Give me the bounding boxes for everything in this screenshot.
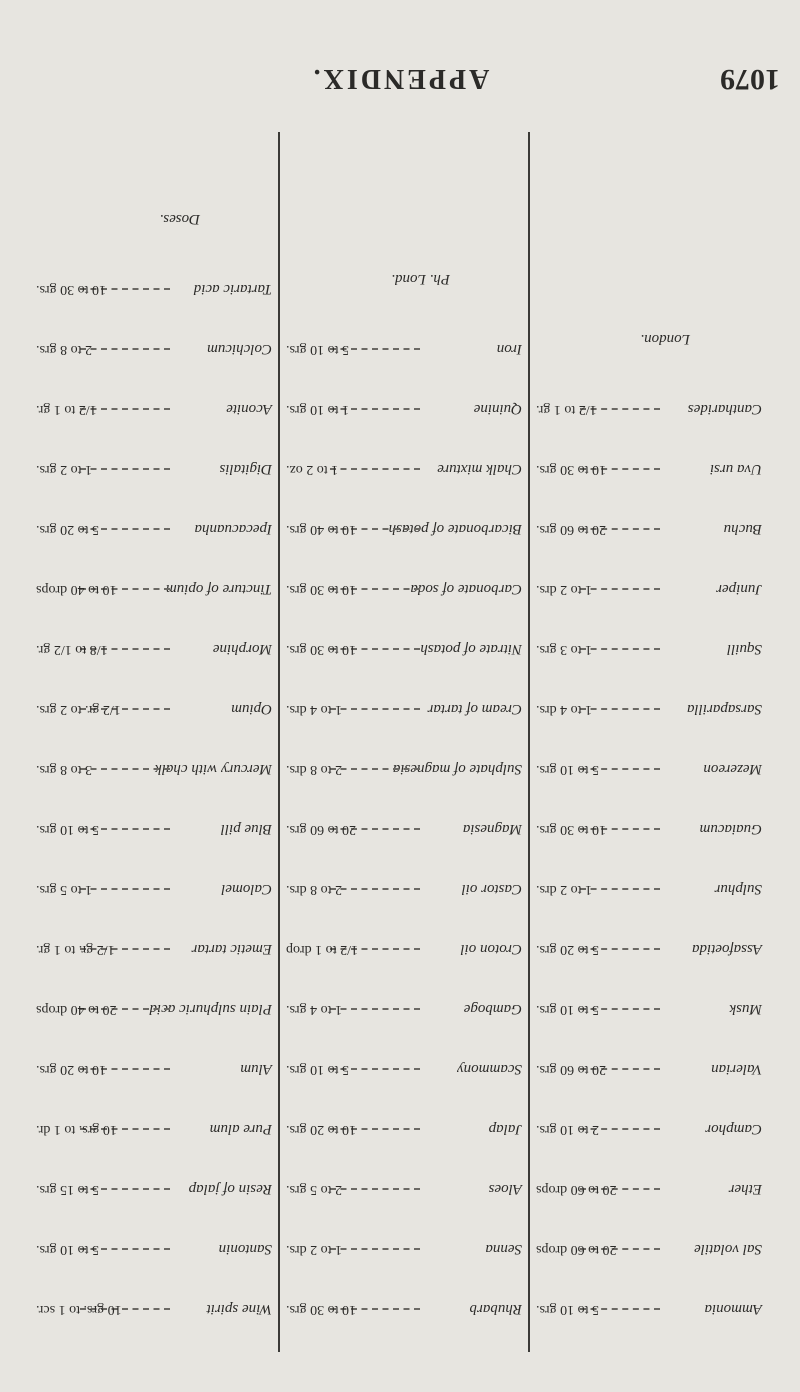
drug-name: Squill	[726, 641, 762, 657]
dose-value: 10 grs. to 1 scr.	[36, 1302, 122, 1317]
drug-name: Ipecacuanha	[194, 521, 272, 537]
leader-dots	[330, 1188, 420, 1190]
dose-row	[530, 516, 770, 542]
drug-name: Pure alum	[209, 1121, 272, 1137]
drug-name: Plain sulphuric acid	[149, 1001, 272, 1017]
drug-name: Buchu	[723, 521, 762, 537]
dose-value: 3 to 8 grs.	[36, 762, 92, 777]
drug-name: Quinine	[473, 401, 522, 417]
dose-value: 1/2 gr. to 2 grs.	[36, 702, 121, 717]
dose-value: 10 to 40 drops	[36, 582, 117, 597]
drug-name: Assafoetida	[692, 941, 762, 957]
dose-row	[30, 516, 280, 542]
dose-row	[30, 636, 280, 662]
drug-name: Emetic tartar	[191, 941, 272, 957]
drug-name: Jalap	[488, 1121, 522, 1137]
dose-row	[280, 516, 530, 542]
dose-row	[30, 576, 280, 602]
dose-value: 20 to 60 drops	[536, 1182, 617, 1197]
drug-name: Ammonia	[704, 1301, 762, 1317]
dose-row	[30, 996, 280, 1022]
leader-dots	[80, 468, 170, 470]
drug-name: Carbonate of soda	[410, 581, 522, 597]
dose-row	[280, 696, 530, 722]
dose-row	[530, 876, 770, 902]
drug-name: Musk	[729, 1001, 762, 1017]
dose-row	[530, 456, 770, 482]
dose-value: 5 to 10 grs.	[286, 1062, 349, 1077]
dose-value: 5 to 10 grs.	[36, 822, 99, 837]
leader-dots	[580, 588, 660, 590]
page-title: APPENDIX.	[310, 63, 490, 94]
drug-name: Blue pill	[220, 821, 272, 837]
dose-row	[30, 936, 280, 962]
dose-row	[280, 996, 530, 1022]
leader-dots	[330, 1248, 420, 1250]
dose-value: 1/2 to 1 gr.	[36, 402, 97, 417]
drug-name: Magnesia	[462, 821, 522, 837]
leader-dots	[330, 1008, 420, 1010]
drug-name: Digitalis	[219, 461, 272, 477]
drug-name: Tincture of opium	[165, 581, 272, 597]
dose-value: 1/2 to 1 drop	[286, 942, 358, 957]
dose-row	[530, 996, 770, 1022]
dose-value: 1 to 3 grs.	[536, 642, 592, 657]
dose-row	[280, 1176, 530, 1202]
drug-name: Camphor	[705, 1121, 762, 1137]
dose-row	[530, 636, 770, 662]
dose-row	[530, 1116, 770, 1142]
drug-name: Sarsaparilla	[686, 701, 762, 717]
drug-name: Aloes	[488, 1181, 522, 1197]
leader-dots	[580, 708, 660, 710]
dose-value: 2 to 8 drs.	[286, 882, 342, 897]
dose-row	[530, 816, 770, 842]
dose-row	[280, 636, 530, 662]
drug-name: Cream of tartar	[427, 701, 522, 717]
dose-value: 5 to 15 grs.	[36, 1182, 99, 1197]
dose-value: 20 to 60 grs.	[536, 1062, 606, 1077]
drug-name: Sulphate of magnesia	[392, 761, 522, 777]
dose-value: 1 to 2 grs.	[36, 462, 92, 477]
dose-value: 1 to 2 oz.	[286, 462, 339, 477]
dose-value: 2 to 5 grs.	[286, 1182, 342, 1197]
leader-dots	[80, 888, 170, 890]
leader-dots	[80, 768, 170, 770]
column-footer	[30, 206, 280, 232]
drug-name: Tartaric acid	[193, 281, 272, 297]
dose-value: 5 to 10 grs.	[536, 1302, 599, 1317]
dose-value: 5 to 20 grs.	[36, 522, 99, 537]
drug-name: Croton oil	[460, 941, 522, 957]
drug-name: Castor oil	[461, 881, 522, 897]
dose-row	[280, 336, 530, 362]
dose-value: 10 to 30 grs.	[286, 582, 356, 597]
dose-value: 1 to 10 grs.	[286, 402, 349, 417]
drug-name: Mezereon	[703, 761, 762, 777]
drug-name: Colchicum	[207, 341, 272, 357]
dose-row	[280, 576, 530, 602]
dose-value: 1/2 to 1 gr.	[536, 402, 597, 417]
drug-name: Bicarbonate of potash	[388, 521, 522, 537]
column-footer	[280, 266, 530, 292]
dose-row	[530, 396, 770, 422]
dose-value: 10 grs. to 1 dr.	[36, 1122, 117, 1137]
dose-row	[530, 1056, 770, 1082]
dose-row	[280, 816, 530, 842]
dose-row	[30, 1296, 280, 1322]
drug-name: Guaiacum	[699, 821, 762, 837]
dose-row	[30, 1176, 280, 1202]
dose-value: 2 to 8 drs.	[286, 762, 342, 777]
dose-row	[30, 1116, 280, 1142]
drug-name: Alum	[240, 1061, 272, 1077]
dose-row	[280, 1056, 530, 1082]
dose-row	[30, 396, 280, 422]
dose-row	[530, 1296, 770, 1322]
dose-value: 2 to 8 grs.	[36, 342, 92, 357]
dose-row	[280, 1116, 530, 1142]
leader-dots	[580, 888, 660, 890]
dose-value: 1/2 gr. to 1 gr.	[36, 942, 115, 957]
dose-row	[280, 1296, 530, 1322]
dose-value: 10 to 20 grs.	[36, 1062, 106, 1077]
drug-name: Rhubarb	[469, 1301, 522, 1317]
drug-name: Gamboge	[463, 1001, 522, 1017]
dose-value: 10 to 20 grs.	[286, 1122, 356, 1137]
drug-name: Resin of jalap	[188, 1181, 272, 1197]
dose-row	[30, 276, 280, 302]
dose-row	[530, 696, 770, 722]
leader-dots	[80, 348, 170, 350]
dose-row	[30, 756, 280, 782]
drug-name: Cantharides	[687, 401, 762, 417]
dose-value: 5 to 20 grs.	[536, 942, 599, 957]
dose-value: 5 to 10 grs.	[36, 1242, 99, 1257]
dose-column-2	[280, 122, 530, 1362]
dose-value: 1 to 4 drs.	[536, 702, 592, 717]
dose-row	[280, 1236, 530, 1262]
dose-row	[280, 456, 530, 482]
dose-value: 1 to 2 drs.	[536, 582, 592, 597]
page-number: 1079	[720, 63, 780, 96]
dose-row	[30, 336, 280, 362]
dose-row	[280, 876, 530, 902]
dose-value: 20 to 40 drops	[36, 1002, 117, 1017]
drug-name: Morphine	[212, 641, 272, 657]
drug-name: Scammony	[457, 1061, 522, 1077]
drug-name: Valerian	[711, 1061, 762, 1077]
drug-name: Calomel	[221, 881, 272, 897]
dose-value: 20 to 60 drops	[536, 1242, 617, 1257]
dose-row	[530, 756, 770, 782]
dose-value: 1 to 2 drs.	[286, 1242, 342, 1257]
column-footer	[530, 326, 770, 352]
column-footer-text: London.	[640, 331, 690, 347]
dose-row	[280, 756, 530, 782]
dose-value: 5 to 10 grs.	[536, 762, 599, 777]
dose-value: 1 to 5 grs.	[36, 882, 92, 897]
leader-dots	[330, 708, 420, 710]
drug-name: Nitrate of potash	[420, 641, 522, 657]
dose-value: 10 to 30 grs.	[536, 462, 606, 477]
dose-value: 10 to 40 grs.	[286, 522, 356, 537]
dose-value: 20 to 60 grs.	[286, 822, 356, 837]
dose-row	[30, 816, 280, 842]
column-footer-text: Doses.	[159, 211, 200, 227]
dose-row	[30, 456, 280, 482]
dose-value: 1 to 4 drs.	[286, 702, 342, 717]
dose-value: 10 to 30 grs.	[36, 282, 106, 297]
dose-value: 5 to 10 grs.	[536, 1002, 599, 1017]
dose-value: 10 to 30 grs.	[286, 642, 356, 657]
dose-row	[30, 1056, 280, 1082]
dose-row	[30, 876, 280, 902]
drug-name: Uva ursi	[709, 461, 762, 477]
dose-value: 1 to 2 drs.	[536, 882, 592, 897]
drug-name: Ether	[728, 1181, 762, 1197]
dose-row	[280, 936, 530, 962]
leader-dots	[330, 888, 420, 890]
dose-value: 1 to 4 grs.	[286, 1002, 342, 1017]
dose-row	[280, 396, 530, 422]
drug-name: Opium	[231, 701, 272, 717]
drug-name: Iron	[496, 341, 522, 357]
drug-name: Juniper	[716, 581, 762, 597]
dose-row	[30, 1236, 280, 1262]
drug-name: Santonin	[218, 1241, 272, 1257]
drug-name: Aconite	[226, 401, 272, 417]
dose-row	[530, 1176, 770, 1202]
dose-value: 20 to 60 grs.	[536, 522, 606, 537]
leader-dots	[580, 648, 660, 650]
dose-row	[530, 576, 770, 602]
dose-value: 10 to 30 grs.	[536, 822, 606, 837]
page-header	[0, 42, 800, 102]
column-footer-text: Ph. Lond.	[391, 271, 450, 287]
dose-row	[530, 1236, 770, 1262]
dose-value: 10 to 30 grs.	[286, 1302, 356, 1317]
drug-name: Chalk mixture	[437, 461, 522, 477]
drug-name: Wine spirit	[206, 1301, 272, 1317]
dose-column-3	[530, 122, 770, 1362]
leader-dots	[330, 468, 420, 470]
dose-row	[530, 936, 770, 962]
dose-value: 2 to 10 grs.	[536, 1122, 599, 1137]
dose-row	[30, 696, 280, 722]
dose-value: 5 to 10 grs.	[286, 342, 349, 357]
drug-name: Mercury with chalk	[155, 761, 272, 777]
dose-value: 1/8 to 1/2 gr.	[36, 642, 108, 657]
drug-name: Sal volatile	[694, 1241, 762, 1257]
leader-dots	[330, 768, 420, 770]
drug-name: Sulphur	[714, 881, 762, 897]
dose-column-1	[30, 122, 280, 1362]
drug-name: Senna	[485, 1241, 522, 1257]
